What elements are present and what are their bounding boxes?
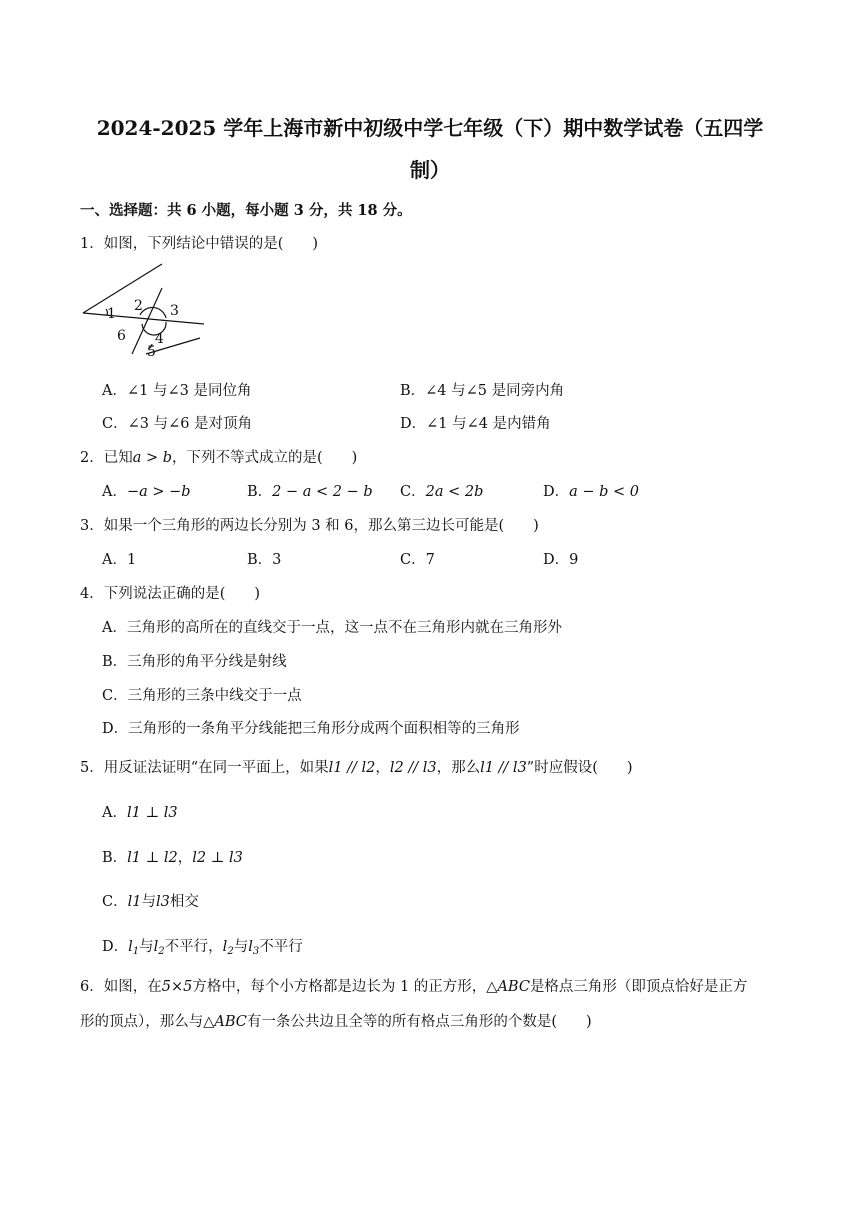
question-6-stem-line2: 形的顶点），那么与△ABC有一条公共边且全等的所有格点三角形的个数是( ) bbox=[80, 1014, 592, 1030]
angle-label-3: 3 bbox=[170, 303, 179, 319]
question-4-option-a[interactable]: A．三角形的高所在的直线交于一点，这一点不在三角形内就在三角形外 bbox=[102, 620, 562, 636]
question-4-stem: 4．下列说法正确的是( ) bbox=[80, 586, 261, 602]
question-1-option-a[interactable]: A．∠1 与∠3 是同位角 bbox=[102, 383, 252, 399]
angle-label-2: 2 bbox=[134, 298, 143, 314]
exam-title-line1: 2024-2025 学年上海市新中初级中学七年级（下）期中数学试卷（五四学 bbox=[96, 116, 764, 140]
angle-label-4: 4 bbox=[155, 331, 164, 347]
question-3-option-b[interactable]: B．3 bbox=[247, 552, 282, 568]
question-4-option-c[interactable]: C．三角形的三条中线交于一点 bbox=[102, 688, 302, 704]
question-6-stem-line1: 6．如图，在5×5方格中，每个小方格都是边长为 1 的正方形，△ABC是格点三角形（即顶点恰好是正方 bbox=[80, 979, 748, 995]
question-2-option-b[interactable]: B．2 − a < 2 − b bbox=[247, 484, 373, 500]
angle-label-1: 1 bbox=[107, 306, 116, 322]
exam-title-line2: 制） bbox=[410, 158, 450, 182]
question-1-option-d[interactable]: D．∠1 与∠4 是内错角 bbox=[400, 416, 551, 432]
question-1-figure bbox=[80, 258, 210, 360]
question-2-option-c[interactable]: C．2a < 2b bbox=[400, 484, 484, 500]
question-5-option-d[interactable]: D．$l_1$与$l_2$不平行，$l_2$与$l_3$不平行 bbox=[102, 939, 303, 957]
q5-conclusion: l1 // l3 bbox=[480, 760, 527, 776]
question-4-option-b[interactable]: B．三角形的角平分线是射线 bbox=[102, 654, 287, 670]
question-4-option-d[interactable]: D．三角形的一条角平分线能把三角形分成两个面积相等的三角形 bbox=[102, 721, 520, 737]
q5-assumption-1: l1 // l2 bbox=[328, 760, 376, 776]
question-1-stem: 1．如图，下列结论中错误的是( ) bbox=[80, 236, 319, 252]
question-3-option-a[interactable]: A．1 bbox=[102, 552, 137, 568]
question-2-option-a[interactable]: A．−a > −b bbox=[102, 484, 191, 500]
angle-label-6: 6 bbox=[117, 328, 126, 344]
angle-label-5: 5 bbox=[147, 344, 156, 360]
question-5-option-a[interactable]: A．l1 ⊥ l3 bbox=[102, 805, 178, 821]
question-5-stem: 5．用反证法证明“在同一平面上，如果l1 // l2，l2 // l3，那么l1 // l3”时应假设( ) bbox=[80, 760, 633, 776]
question-2-stem: 2．已知a > b，下列不等式成立的是( ) bbox=[80, 450, 358, 466]
question-5-option-b[interactable]: B．l1 ⊥ l2，l2 ⊥ l3 bbox=[102, 850, 243, 866]
question-3-option-c[interactable]: C．7 bbox=[400, 552, 435, 568]
question-2-condition: a > b bbox=[132, 450, 173, 466]
question-5-option-c[interactable]: C．l1与l3相交 bbox=[102, 894, 199, 910]
question-1-option-c[interactable]: C．∠3 与∠6 是对顶角 bbox=[102, 416, 253, 432]
section-heading-choice: 一、选择题：共 6 小题，每小题 3 分，共 18 分。 bbox=[80, 202, 412, 219]
question-3-option-d[interactable]: D．9 bbox=[543, 552, 579, 568]
question-1-option-b[interactable]: B．∠4 与∠5 是同旁内角 bbox=[400, 383, 565, 399]
q5-assumption-2: l2 // l3 bbox=[389, 760, 437, 776]
question-3-stem: 3．如果一个三角形的两边长分别为 3 和 6，那么第三边长可能是( ) bbox=[80, 518, 539, 534]
question-2-option-d[interactable]: D．a − b < 0 bbox=[543, 484, 640, 500]
